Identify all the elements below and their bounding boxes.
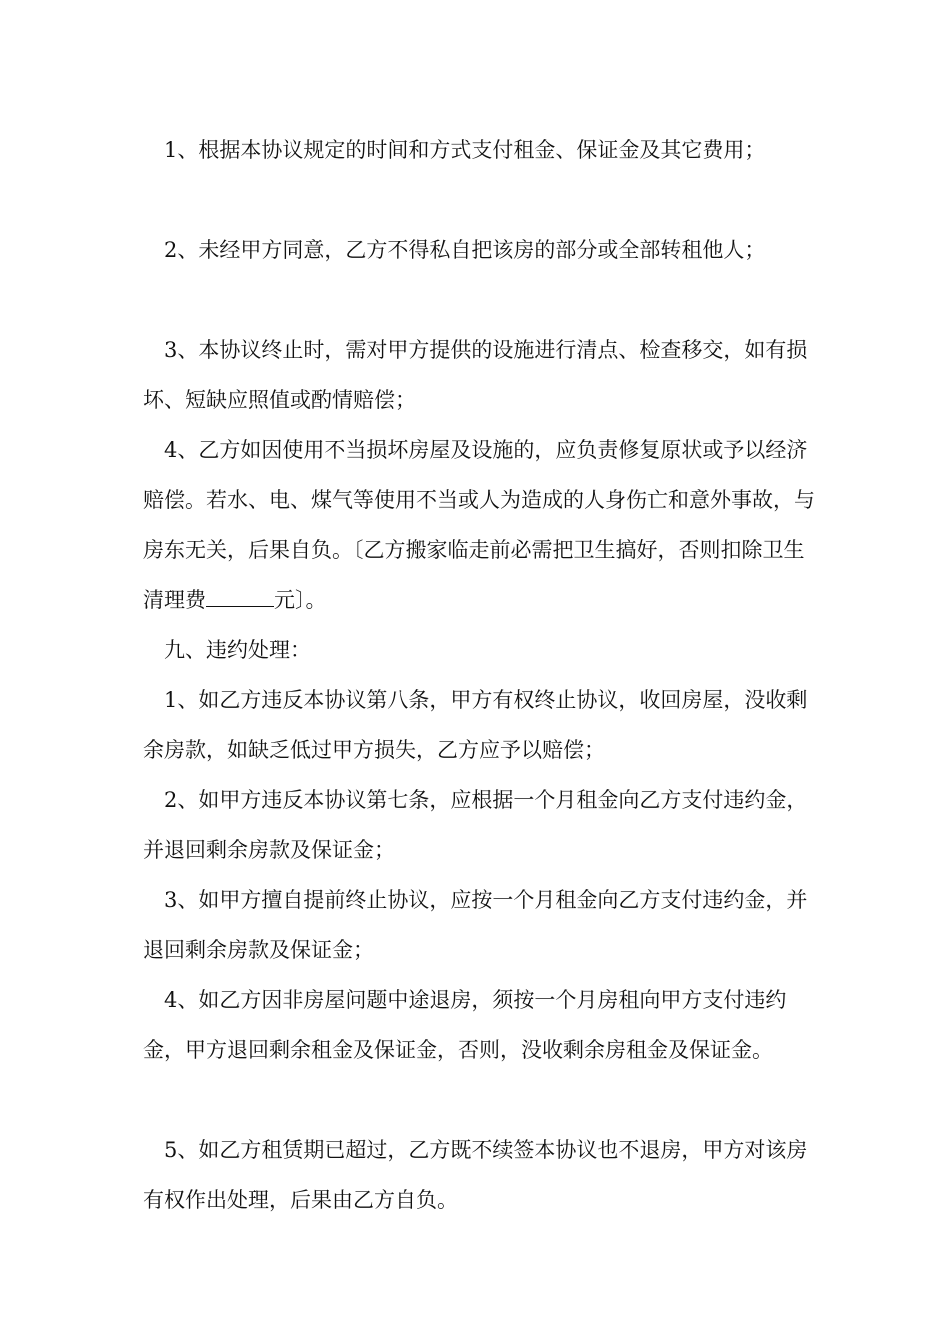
clause-2-sublet: 2、未经甲方同意，乙方不得私自把该房的部分或全部转租他人； xyxy=(164,238,766,262)
clause-1-payment: 1、根据本协议规定的时间和方式支付租金、保证金及其它费用； xyxy=(164,138,766,162)
breach-clause-5: 5、如乙方租赁期已超过，乙方既不续签本协议也不退房，甲方对该房有权作出处理，后果由乙方自负。 xyxy=(143,1138,808,1212)
section-9-heading: 九、违约处理： xyxy=(164,638,311,662)
fee-blank-line xyxy=(206,588,274,607)
clause-4-damage xyxy=(143,425,823,625)
clause-4-text: 4、乙方如因使用不当损坏房屋及设施的，应负责修复原状或予以经济赔偿。若水、电、煤气等使用不当或人为造成的人身伤亡和意外事故，与房东无关，后果自负。〔乙方搬家临走前必需把卫生搞好，否则扣除卫生清理费 xyxy=(143,438,815,612)
breach-clause-1: 1、如乙方违反本协议第八条，甲方有权终止协议，收回房屋，没收剩余房款，如缺乏低过甲方损失，乙方应予以赔偿； xyxy=(143,688,808,762)
breach-clause-2: 2、如甲方违反本协议第七条，应根据一个月租金向乙方支付违约金，并退回剩余房款及保证金； xyxy=(143,788,808,862)
breach-clause-4: 4、如乙方因非房屋问题中途退房，须按一个月房租向甲方支付违约金，甲方退回剩余租金及保证金，否则，没收剩余房租金及保证金。 xyxy=(143,988,787,1062)
clause-4-ending: 元〕。 xyxy=(274,588,327,612)
clause-3-handover: 3、本协议终止时，需对甲方提供的设施进行清点、检查移交，如有损坏、短缺应照值或酌情赔偿； xyxy=(143,338,808,412)
breach-clause-3: 3、如甲方擅自提前终止协议，应按一个月租金向乙方支付违约金，并退回剩余房款及保证金； xyxy=(143,888,808,962)
